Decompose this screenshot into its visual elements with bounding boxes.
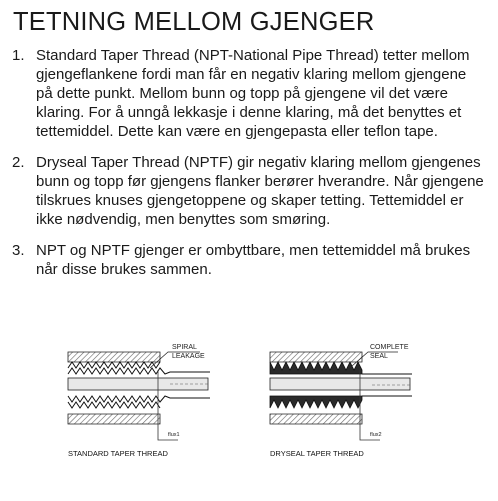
item-number: 3.	[12, 242, 25, 259]
page-title: TETNING MELLOM GJENGER	[13, 8, 375, 36]
item-number: 2.	[12, 154, 25, 171]
flank-label: flux1	[168, 432, 180, 438]
item-text: Dryseal Taper Thread (NPTF) gir negativ klaring mellom gjengenes bunn og topp før gjengens flanker berører hverandre. Når gjengene tilskrues knuses gjengetoppene og skaper tetting. Tettemiddel er ikke nødvendig, men benyttes som smøring.	[36, 154, 484, 228]
dryseal-taper-caption: DRYSEAL TAPER THREAD	[270, 449, 364, 458]
item-text: Standard Taper Thread (NPT-National Pipe Thread) tetter mellom gjengeflankene fordi man får en negativ klaring mellom gjengene på dette punkt. Mellom bunn og topp på gjengene vil det være klaring. For å unngå lekkasje i denne klaring, må det benyttes et tettemiddel. Dette kan være en gjengepasta eller teflon tape.	[36, 47, 470, 140]
spiral-leakage-label-2: LEAKAGE	[172, 353, 205, 360]
item-number: 1.	[12, 47, 25, 64]
flank-label: flux2	[370, 432, 382, 438]
complete-seal-label-2: SEAL	[370, 353, 388, 360]
complete-seal-label-1: COMPLETE	[370, 344, 409, 351]
standard-taper-thread-diagram	[68, 344, 210, 458]
dryseal-taper-thread-diagram	[270, 344, 412, 458]
item-text: NPT og NPTF gjenger er ombyttbare, men tettemiddel må brukes når disse brukes sammen.	[36, 242, 471, 278]
standard-taper-caption: STANDARD TAPER THREAD	[68, 449, 168, 458]
spiral-leakage-label-1: SPIRAL	[172, 344, 197, 351]
